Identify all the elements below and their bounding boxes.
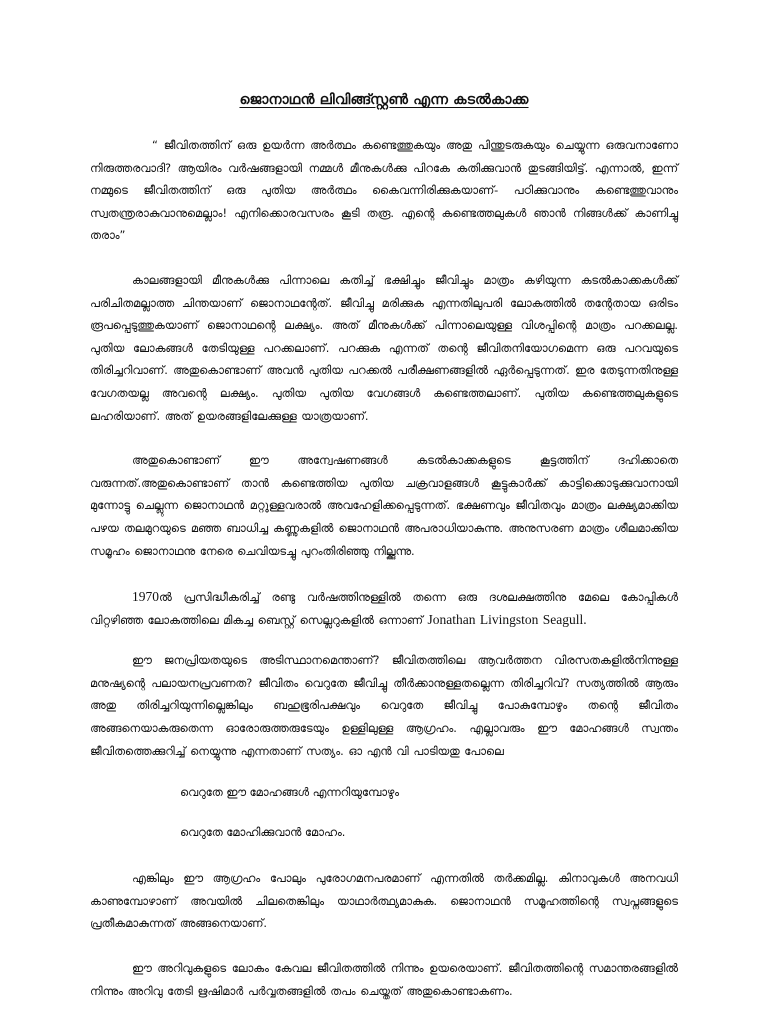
paragraph-3: അതുകൊണ്ടാണ് ഈ അന്വേഷണങ്ങൾ കടൽകാക്കകളുടെ കൂട്ടത്തിന് ദഹിക്കാതെ വരുന്നത്.അതുകൊണ്ടാണ് താൻ കണ്ടെത്തിയ പുതിയ ചക്രവാളങ്ങൾ കൂട്ടുകാർക്ക് കാട്ടിക്കൊടുക്കുവാനായി മുന്നോട്ടു ചെല്ലുന്ന ജൊനാഥൻ മറ്റുള്ളവരാൽ അവഹേളിക്കപ്പെടുന്നത്. ഭക്ഷണവും ജീവിതവും മാത്രം ലക്ഷ്യമാക്കിയ പഴയ തലമുറയുടെ മഞ്ഞ ബാധിച്ച കണ്ണുകളിൽ ജൊനാഥൻ അപരാധിയാകുന്നു. അനുസരണ മാത്രം ശീലമാക്കിയ സമൂഹം ജൊനാഥനു നേരെ ചെവിയടച്ചു പുറംതിരിഞ്ഞു നില്ക്കുന്നു. [90, 453, 678, 558]
poem-line-1: വെറുതേ ഈ മോഹങ്ങൾ എന്നറിയുമ്പോഴും [180, 785, 400, 800]
paragraph-5: ഈ ജനപ്രിയതയുടെ അടിസ്ഥാനമെന്താണ്? ജീവിതത്തിലെ ആവർത്തന വിരസതകളിൽനിന്നുള്ള മനുഷ്യന്റെ പലായനപ്രവണത? ജീവിതം വെറുതേ ജീവിച്ചു തീർക്കാനുള്ളതല്ലെന്ന തിരിച്ചറിവ്? സത്യത്തിൽ ആരും അതു തിരിച്ചറിയുന്നില്ലെങ്കിലും ബഹുഭൂരിപക്ഷവും വെറുതേ ജീവിച്ചു പോകുമ്പോഴും തന്റെ ജീവിതം അങ്ങനെയാകരുതെന്ന ഓരോരുത്തരുടേയും ഉള്ളിലുള്ള ആഗ്രഹം. എല്ലാവരും ഈ മോഹങ്ങൾ സ്വന്തം ജീവിതത്തെക്കുറിച്ച് നെയ്യുന്നു എന്നതാണ് സത്യം. ഓ എൻ വി പാടിയതു പോലെ [90, 653, 678, 758]
document-body [90, 134, 678, 1024]
paragraph-4 [90, 586, 678, 631]
publication-year: 1970 [132, 589, 159, 605]
document-title: ജൊനാഥൻ ലിവിങ്ങ്സ്റ്റൺ എന്ന കടൽകാക്ക [239, 92, 529, 108]
paragraph-7: ഈ അറിവുകളുടെ ലോകം കേവല ജീവിതത്തിൽ നിന്നും ഉയരെയാണ്. ജീവിതത്തിന്റെ സമാന്തരങ്ങളിൽ നിന്നും അറിവു തേടി ഋഷിമാർ പർവ്വതങ്ങളിൽ തപം ചെയ്തത് അതുകൊണ്ടാകണം. [90, 961, 678, 998]
paragraph-1: “ ജീവിതത്തിന് ഒരു ഉയർന്ന അർത്ഥം കണ്ടെത്തുകയും അതു പിന്തുടരുകയും ചെയ്യുന്ന ഒരുവനാണോ നിരുത്തരവാദി? ആയിരം വർഷങ്ങളായി നമ്മൾ മീനുകൾക്കു പിറകേ കതിക്കുവാൻ തുടങ്ങിയിട്ട്. എന്നാൽ, ഇന്ന് നമ്മുടെ ജീവിതത്തിന് ഒരു പുതിയ അർത്ഥം കൈവന്നിരിക്കുകയാണ്- പഠിക്കുവാനും കണ്ടെത്തുവാനും സ്വതന്ത്രരാകുവാനുമെല്ലാം! എനിക്കൊരവസരം കൂടി തരൂ. എന്റെ കണ്ടെത്തലുകൾ ഞാൻ നിങ്ങൾക്ക് കാണിച്ചു തരാം” [90, 138, 678, 243]
paragraph-4-text: ൽ പ്രസിദ്ധീകരിച്ച് രണ്ടു വർഷത്തിനുള്ളിൽ തന്നെ ഒരു ദശലക്ഷത്തിനു മേലെ കോപ്പികൾ വിറ്റഴിഞ്ഞ ലോകത്തിലെ മികച്ച ബെസ്റ്റ് സെല്ലറുകളിൽ ഒന്നാണ് [90, 590, 678, 627]
book-title: Jonathan Livingston Seagull. [427, 611, 587, 627]
paragraph-2: കാലങ്ങളായി മീനുകൾക്കു പിന്നാലെ കതിച്ച് ഭക്ഷിച്ചും ജീവിച്ചും മാത്രം കഴിയുന്ന കടൽകാക്കകൾക്ക് പരിചിതമല്ലാത്ത ചിന്തയാണ് ജൊനാഥന്റേത്. ജീവിച്ചു മരിക്കുക എന്നതിലുപരി ലോകത്തിൽ തന്റേതായ ഒരിടം രൂപപ്പെടുത്തുകയാണ് ജൊനാഥന്റെ ലക്ഷ്യം. അത് മീനുകൾക്ക് പിന്നാലെയുള്ള വിശപ്പിന്റെ മാത്രം പറക്കലല്ല. പുതിയ ലോകങ്ങൾ തേടിയുള്ള പറക്കലാണ്. പറക്കുക എന്നത് തന്റെ ജീവിതനിയോഗമെന്ന ഒരു പറവയുടെ തിരിച്ചറിവാണ്. അതുകൊണ്ടാണ് അവൻ പുതിയ പറക്കൽ പരീക്ഷണങ്ങളിൽ ഏർപ്പെടുന്നത്. ഇര തേടുന്നതിനുള്ള വേഗതയല്ല അവന്റെ ലക്ഷ്യം. പുതിയ പുതിയ വേഗങ്ങൾ കണ്ടെത്തലാണ്. പുതിയ കണ്ടെത്തലുകളുടെ ലഹരിയാണ്. അത് ഉയരങ്ങളിലേക്കുള്ള യാത്രയാണ്. [90, 272, 678, 423]
poem-line-2: വെറുതേ മോഹിക്കുവാൻ മോഹം. [180, 825, 346, 840]
paragraph-6: എങ്കിലും ഈ ആഗ്രഹം പോലും പുരോഗമനപരമാണ് എന്നതിൽ തർക്കമില്ല. കിനാവുകൾ അനവധി കാണുമ്പോഴാണ് അവയിൽ ചിലതെങ്കിലും യാഥാർത്ഥ്യമാകുക. ജൊനാഥൻ സമൂഹത്തിന്റെ സ്വപ്നങ്ങളുടെ പ്രതീകമാകുന്നത് അങ്ങനെയാണ്. [90, 871, 678, 931]
